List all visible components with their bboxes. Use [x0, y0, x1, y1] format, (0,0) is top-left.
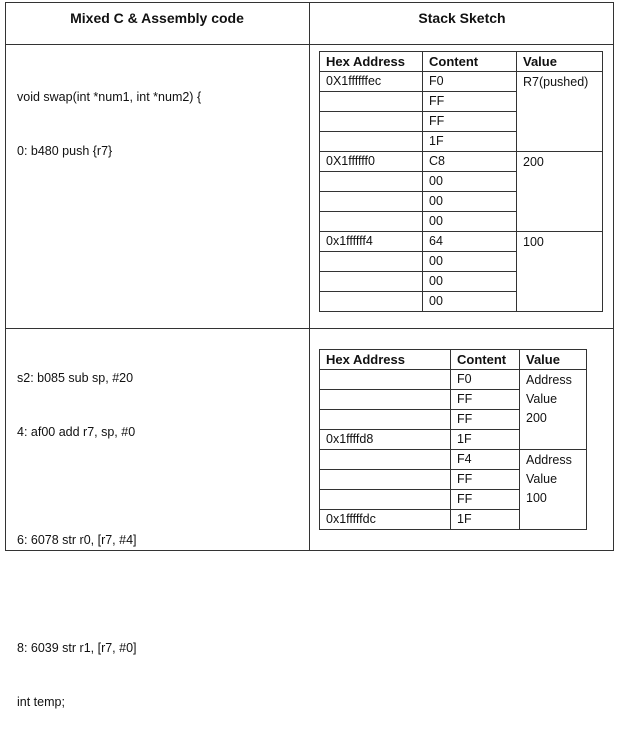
cell-content: 00 — [423, 292, 517, 312]
cell-address — [320, 172, 423, 192]
cell-content: F4 — [451, 450, 520, 470]
col-content: Content — [423, 52, 517, 72]
cell-content: 1F — [423, 132, 517, 152]
col-hex-address: Hex Address — [320, 350, 451, 370]
cell-value: R7(pushed) — [517, 72, 603, 152]
cell-content: FF — [451, 470, 520, 490]
header-code: Mixed C & Assembly code — [70, 10, 244, 26]
cell-content: FF — [451, 390, 520, 410]
cell-address — [320, 132, 423, 152]
cell-address: 0X1ffffff0 — [320, 152, 423, 172]
code-line: int temp; — [17, 695, 65, 709]
cell-address — [320, 450, 451, 470]
cell-address — [320, 390, 451, 410]
table-header-row — [320, 350, 587, 370]
table-row — [320, 72, 603, 92]
cell-address — [320, 292, 423, 312]
table-row — [320, 370, 587, 390]
cell-address — [320, 490, 451, 510]
cell-address — [320, 470, 451, 490]
code-line: void swap(int *num1, int *num2) { — [17, 90, 202, 104]
stack-table-1 — [319, 51, 603, 312]
cell-content: F0 — [451, 370, 520, 390]
cell-content: 00 — [423, 212, 517, 232]
cell-address: 0x1ffffd8 — [320, 430, 451, 450]
cell-content: 1F — [451, 430, 520, 450]
cell-value: Address Value 100 — [520, 450, 587, 530]
cell-content: FF — [451, 490, 520, 510]
cell-address: 0X1ffffffec — [320, 72, 423, 92]
cell-content: F0 — [423, 72, 517, 92]
cell-value: Address Value 200 — [520, 370, 587, 450]
cell-value: 100 — [517, 232, 603, 312]
section-divider — [5, 328, 614, 329]
cell-content: FF — [423, 112, 517, 132]
cell-content: 00 — [423, 192, 517, 212]
cell-content: FF — [451, 410, 520, 430]
cell-address — [320, 252, 423, 272]
table-header-row — [320, 52, 603, 72]
header-stack-sketch: Stack Sketch — [418, 10, 506, 26]
cell-content: 00 — [423, 172, 517, 192]
code-block-2 — [17, 333, 137, 747]
col-value: Value — [520, 350, 587, 370]
cell-address: 0x1ffffff4 — [320, 232, 423, 252]
cell-content: 64 — [423, 232, 517, 252]
cell-address — [320, 92, 423, 112]
cell-address — [320, 410, 451, 430]
cell-address: 0x1fffffdc — [320, 510, 451, 530]
cell-value: 200 — [517, 152, 603, 232]
cell-address — [320, 112, 423, 132]
code-line — [17, 477, 137, 495]
code-block-1 — [17, 52, 201, 196]
table-row — [320, 450, 587, 470]
code-line: 4: af00 add r7, sp, #0 — [17, 425, 136, 439]
col-hex-address: Hex Address — [320, 52, 423, 72]
header-divider — [5, 44, 614, 45]
table-row — [320, 232, 603, 252]
cell-address — [320, 272, 423, 292]
cell-content: FF — [423, 92, 517, 112]
cell-content: 1F — [451, 510, 520, 530]
code-line: 8: 6039 str r1, [r7, #0] — [17, 641, 137, 655]
cell-address — [320, 192, 423, 212]
col-content: Content — [451, 350, 520, 370]
cell-content: 00 — [423, 272, 517, 292]
table-row — [320, 152, 603, 172]
code-line: s2: b085 sub sp, #20 — [17, 371, 134, 385]
cell-address — [320, 370, 451, 390]
stack-table-2 — [319, 349, 587, 530]
col-value: Value — [517, 52, 603, 72]
cell-content: C8 — [423, 152, 517, 172]
code-line: 6: 6078 str r0, [r7, #4] — [17, 533, 137, 547]
column-divider — [309, 2, 310, 551]
cell-content: 00 — [423, 252, 517, 272]
cell-address — [320, 212, 423, 232]
code-line — [17, 585, 137, 603]
code-line: 0: b480 push {r7} — [17, 144, 113, 158]
